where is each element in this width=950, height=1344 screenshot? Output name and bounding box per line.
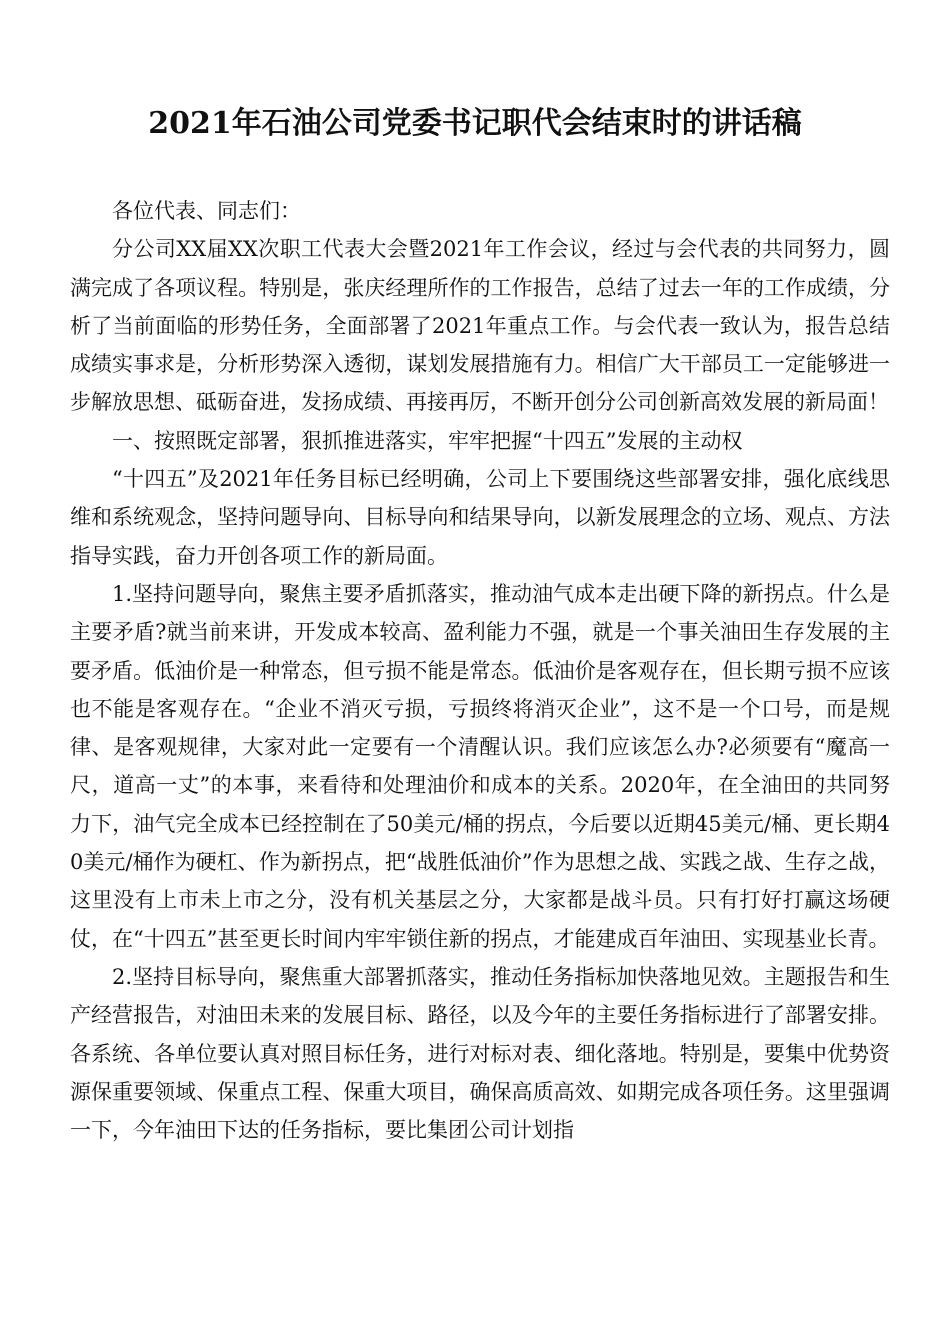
document-body: [70, 192, 890, 1149]
intro-paragraph: 分公司XX届XX次职工代表大会暨2021年工作会议，经过与会代表的共同努力，圆满完成了各项议程。特别是，张庆经理所作的工作报告，总结了过去一年的工作成绩，分析了当前面临的形势任务，全面部署了2021年重点工作。与会代表一致认为，报告总结成绩实事求是，分析形势深入透彻，谋划发展措施有力。相信广大干部员工一定能够进一步解放思想、砥砺奋进，发扬成绩、再接再厉，不断开创分公司创新高效发展的新局面！: [70, 237, 890, 415]
point-2-paragraph: 2.坚持目标导向，聚焦重大部署抓落实，推动任务指标加快落地见效。主题报告和生产经营报告，对油田未来的发展目标、路径，以及今年的主要任务指标进行了部署安排。各系统、各单位要认真对照目标任务，进行对标对表、细化落地。特别是，要集中优势资源保重要领域、保重点工程、保重大项目，确保高质高效、如期完成各项任务。这里强调一下，今年油田下达的任务指标，要比集团公司计划指: [70, 964, 890, 1143]
salutation-paragraph: 各位代表、同志们：: [112, 199, 301, 223]
section-heading-1: 一、按照既定部署，狠抓推进落实，牢牢把握“十四五”发展的主动权: [112, 428, 743, 453]
section-1-intro-paragraph: “十四五”及2021年任务目标已经明确，公司上下要围绕这些部署安排，强化底线思维和系统观念，坚持问题导向、目标导向和结果导向，以新发展理念的立场、观点、方法指导实践，奋力开创各项工作的新局面。: [70, 467, 890, 568]
document-title: 2021年石油公司党委书记职代会结束时的讲话稿: [148, 106, 802, 141]
point-1-paragraph: 1.坚持问题导向，聚焦主要矛盾抓落实，推动油气成本走出硬下降的新拐点。什么是主要矛盾?就当前来讲，开发成本较高、盈利能力不强，就是一个事关油田生存发展的主要矛盾。低油价是一种常态，但亏损不能是常态。低油价是客观存在，但长期亏损不应该也不能是客观存在。“企业不消灭亏损，亏损终将消灭企业”，这不是一个口号，而是规律、是客观规律，大家对此一定要有一个清醒认识。我们应该怎么办?必须要有“魔高一尺，道高一丈”的本事，来看待和处理油价和成本的关系。2020年，在全油田的共同努力下，油气完全成本已经控制在了50美元/桶的拐点，今后要以近期45美元/桶、更长期40美元/桶作为硬杠、作为新拐点，把“战胜低油价”作为思想之战、实践之战、生存之战，这里没有上市未上市之分，没有机关基层之分，大家都是战斗员。只有打好打赢这场硬仗，在“十四五”甚至更长时间内牢牢锁住新的拐点，才能建成百年油田、实现基业长青。: [70, 581, 890, 951]
